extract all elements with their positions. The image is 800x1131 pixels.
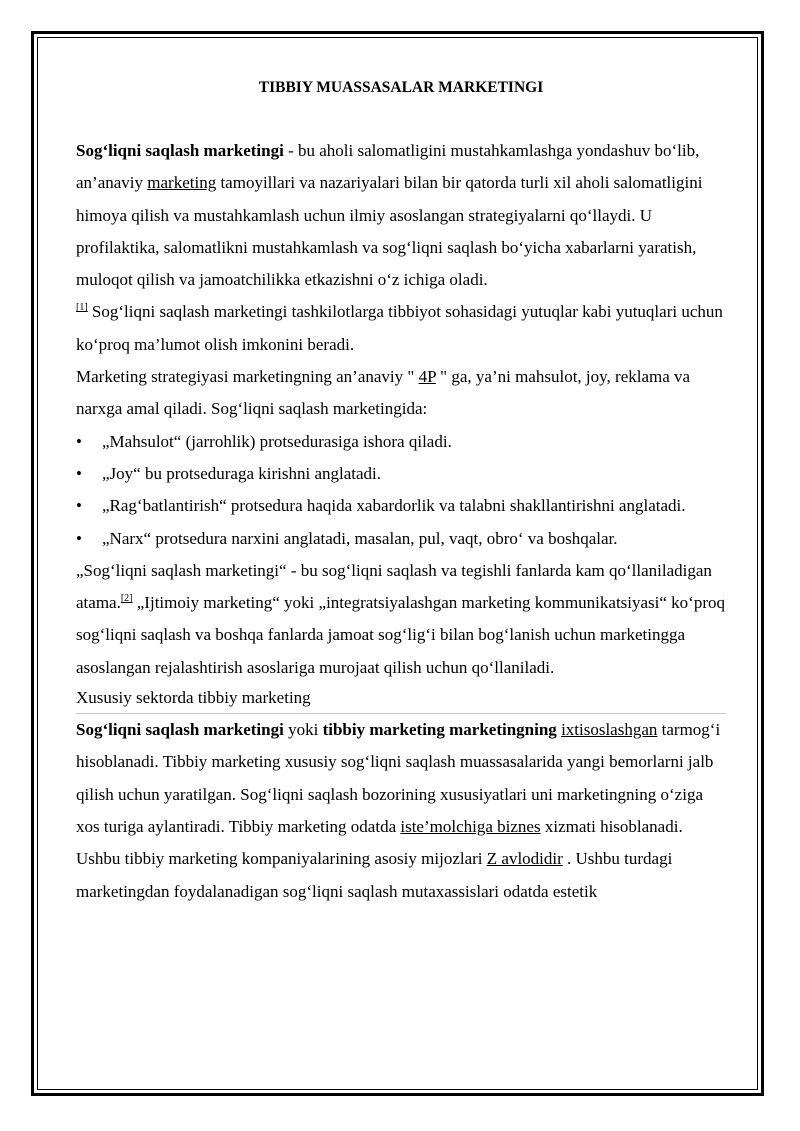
link-z-avlodidir[interactable]: Z avlodidir <box>486 849 563 869</box>
bullet-icon: • <box>76 431 82 451</box>
intro-text-a: - bu aholi salomatligini mustahkamlashga yondashuv bo‘lib, an’anaviy <box>76 141 700 193</box>
bullet-icon: • <box>76 496 82 516</box>
bullet-icon: • <box>76 528 82 548</box>
section-heading: Xususiy sektorda tibbiy marketing <box>76 684 726 714</box>
list-item <box>76 490 726 522</box>
private-bold-b: tibbiy marketing marketingning <box>322 720 557 740</box>
list-item-text: „Narx“ protsedura narxini anglatadi, masalan, pul, vaqt, obro‘ va boshqalar. <box>102 528 618 548</box>
list-item-text: „Mahsulot“ (jarrohlik) protsedurasiga ishora qiladi. <box>102 431 452 451</box>
paragraph-private-sector <box>76 714 726 908</box>
paragraph-footnote-1 <box>76 296 726 361</box>
spacer <box>76 106 726 135</box>
private-text-c: tarmog‘i hisoblanadi. Tibbiy marketing xususiy sog‘liqni saqlash muassasalarida yangi bemorlarni jalb qilish uchun yaratilgan. Sog‘liqni saqlash bozorining xususiyatlari uni marketingning o‘ziga xos turiga aylantiradi. Tibbiy marketing odatda <box>76 720 721 836</box>
list-item <box>76 458 726 490</box>
link-marketing[interactable]: marketing <box>147 173 217 193</box>
footnote-ref-1[interactable]: [1] <box>76 302 88 314</box>
document-body <box>76 70 726 908</box>
private-text-d: xizmati hisoblanadi. Ushbu tibbiy marketing kompaniyalarining asosiy mijozlari <box>76 816 683 869</box>
footnote-1-text: Sog‘liqni saqlash marketingi tashkilotlarga tibbiyot sohasidagi yutuqlar kabi yutuqlari uchun ko‘proq ma’lumot olish imkonini beradi. <box>76 302 723 354</box>
paragraph-4p <box>76 361 726 426</box>
list-item-text: „Joy“ bu protseduraga kirishni anglatadi. <box>102 463 382 483</box>
private-text-a: yoki <box>283 720 323 740</box>
intro-text-b: tamoyillari va nazariyalari bilan bir qatorda turli xil aholi salomatligini himoya qilish va mustahkamlash uchun ilmiy asoslangan strategiyalarni qo‘llaydi. U profilaktika, salomatlikni mustahkamlash va sog‘liqni saqlash bo‘yicha xabarlarni yaratish, muloqot qilish va jamoatchilikka etkazishni o‘z ichiga oladi. <box>76 173 703 290</box>
paragraph-social-marketing <box>76 555 726 684</box>
bullet-icon: • <box>76 463 82 483</box>
link-istemolchiga-biznes[interactable]: iste’molchiga biznes <box>400 816 541 836</box>
footnote-ref-2[interactable]: [2] <box>120 593 133 605</box>
link-4p[interactable]: 4P <box>418 367 436 387</box>
list-item <box>76 523 726 555</box>
document-title: TIBBIY MUASSASALAR MARKETINGI <box>258 79 544 96</box>
bullet-list <box>76 426 726 555</box>
private-text-e: . Ushbu turdagi marketingdan foydalanadigan sog‘liqni saqlash mutaxassislari odatda estetik <box>76 849 673 901</box>
paragraph-intro <box>76 135 726 296</box>
social-text-a: „Sog‘liqni saqlash marketingi“ - bu sog‘liqni saqlash va tegishli fanlarda kam qo‘llaniladigan atama. <box>76 560 712 613</box>
link-ixtisoslashgan[interactable]: ixtisoslashgan <box>561 720 658 740</box>
social-text-b: „Ijtimoiy marketing“ yoki „integratsiyalashgan marketing kommunikatsiyasi“ ko‘proq sog‘liqni saqlash va boshqa fanlarda jamoat sog‘lig‘i bilan bog‘lanish uchun marketingga asoslangan rejalashtirish asoslariga murojaat qilish uchun qo‘llaniladi. <box>76 593 726 677</box>
intro-bold-term: Sog‘liqni saqlash marketingi <box>76 141 284 160</box>
private-bold-a: Sog‘liqni saqlash marketingi <box>76 720 284 740</box>
4p-text-b: " ga, ya’ni mahsulot, joy, reklama va narxga amal qiladi. Sog‘liqni saqlash marketingida: <box>76 367 691 419</box>
4p-text-a: Marketing strategiyasi marketingning an’anaviy " <box>76 367 419 387</box>
list-item-text: „Rag‘batlantirish“ protsedura haqida xabardorlik va talabni shakllantirishni anglatadi. <box>102 496 686 516</box>
list-item <box>76 426 726 458</box>
